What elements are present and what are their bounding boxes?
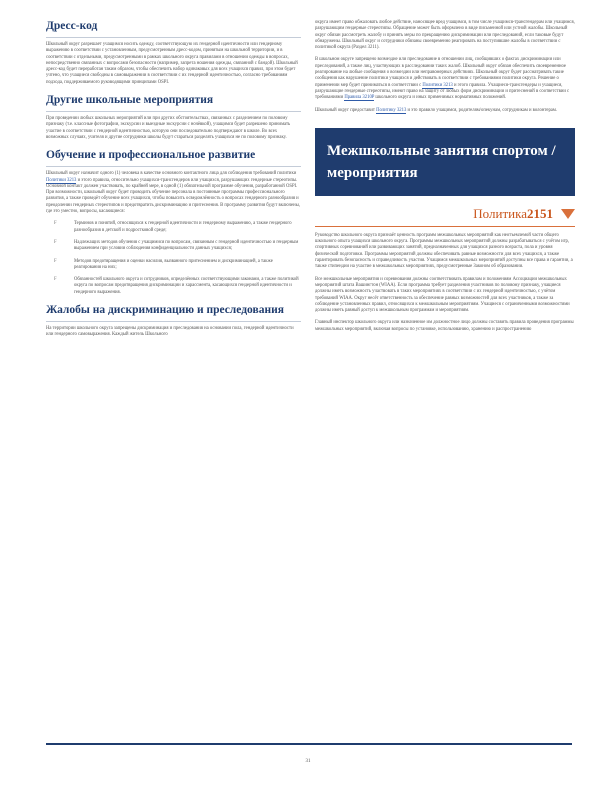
page-number: 31 — [305, 759, 311, 764]
bullet-icon: F — [54, 221, 57, 227]
policy-header — [315, 206, 575, 227]
training-heading: Обучение и профессиональное развитие — [46, 149, 301, 167]
complaints-text: На территории школьного округа запрещены дискриминация и преследования на основании пола, гендерной идентичности или гендерного самовыражения. Каждый житель Школьного — [46, 326, 294, 338]
policy-distribution-text: Школьный округ предоставит Политику 3213 и это правило учащимся, родителям/опекунам, сотрудникам и волонтерам. — [315, 107, 558, 113]
training-text-a: Школьный округ назначит одного (1) человека в качестве основного контактного лица для соблюдения требований политики — [46, 171, 297, 177]
bullet-icon: F — [54, 258, 57, 264]
section-banner — [315, 128, 575, 196]
list-item: F Надлежащих методов обучения с учащимися по вопросам, связанным с гендерной идентичностью и гендерным выражением при условии соблюдения конфиденциальности данных учащихся; — [54, 239, 299, 252]
bullet-icon: F — [54, 277, 57, 283]
sports-para-1: Руководство школьного округа признаёт ценность программ межшкольных мероприятий как неотъемлемой части общего школьного опыта учащихся школьного округа. Программы межшкольных мероприятий должны разрабатываться с учётом игр, спортивных соревнований или развивающих занятий, предназначенных для учащихся разного возраста, пола и уровня физической подготовки. Программы мероприятий должны обеспечивать равные возможности для всех учащихся, а также гарантировать безопасность и справедливость участия. Учащимся межшкольных мероприятий доступны все права и гарантии, а также стипендии на участие в межшкольных мероприятиях, предусмотренные Законом об образовании. — [315, 232, 573, 270]
events-heading: Другие школьные мероприятия — [46, 94, 301, 112]
list-item: F Методов предотвращения и оценки насилия, вызванного притеснением и дискриминацией, а также реагирования на них; — [54, 258, 273, 270]
sports-para-2: Все межшкольные мероприятия и соревнования должны соответствовать правилам и положениям Ассоциации межшкольных мероприятий штата Вашингтон (WIAA). Если программа требует разделения участников по половому признаку, учащиеся должны иметь возможность участвовать в таких мероприятиях в соответствии с их гендерной идентичностью, с учётом требований WIAA. Округ несёт ответственность за обеспечение равных возможностей для всех участников, а также за соблюдение установленных правил, относящихся к межшкольным мероприятиям. Учащиеся с ограниченными возможностями должны иметь равный доступ к межшкольным программам и мероприятиям. — [315, 276, 570, 314]
training-bullet-list — [46, 221, 301, 296]
policy-3213-link[interactable]: Политики 3213 — [46, 177, 77, 183]
training-section — [46, 149, 301, 296]
dress-code-text: Школьный округ разрешает учащимся носить одежду, соответствующую их гендерной идентичности или гендерному выражению в соответствии с установленным, предусмотренным дресс-кодом, принятым на школьной территории, и в соответствии с отдельными, предусмотренными в рамках школьного округа правилами в отношении одежды в вопросах, непосредственно связанных с вопросами безопасности (например, запрета ношения одежды, связанной с бандой). Школьный дресс-код будет переработан таким образом, чтобы обеспечить набор одинаковых для всех учащихся правил, при этом будет учтено, что учащиеся свободны в самовыражении в соответствии с их гендерной идентичностью, согласно требованиям подхода, поддерживаемого руководящими принципами OSPI. — [46, 42, 298, 85]
events-section — [46, 94, 301, 141]
left-column — [46, 20, 301, 347]
list-item: F Обязанностей школьного округа и сотрудников, определённых соответствующими законами, а также политикой округа по вопросам предотвращения дискриминации и харассмента, касающихся гендерной идентичности и гендерного выражения. — [54, 277, 299, 295]
policy-3213-link[interactable]: Политику 3213 — [376, 107, 407, 113]
retaliation-text: В школьном округе запрещено возмездие или преследование в отношении лиц, сообщивших о фактах дискриминации или преследований, а также лиц, участвующих в расследовании таких жалоб. Школьный округ обязан обеспечить своевременное реагирование на любые сообщения о возмездии или неправомерных действиях. Школьный округ будет рассматривать такие сообщения как нарушение политики учащихся и действовать в соответствии с требованиями политики округа. Решение о применении мер будет приниматься в соответствии с Политики 3213 и этого правила. Учащиеся-трансгендеры и учащиеся, разрушающие гендерные стереотипы, имеют право на защиту от любых форм дискриминации и притеснений в соответствии с требованиями Правила 3210P школьного округа и иных применимых нормативных положений. — [315, 57, 570, 101]
sports-para-3: Главный инспектор школьного округа или назначенное им должностное лицо должны составить правила проведения программы межшкольных мероприятий, включая вопросы по установке, использованию, хранению и распространению — [315, 320, 574, 332]
training-text-b: и этого правила, относительно учащихся-трансгендеров или учащихся, разрушающих гендерные стереотипы. Основной контакт должен участвовать, по крайней мере, в одной (1) обязательной программе обучения, разработанной OSPI. При возможности, школьный округ будет проводить обучение персонала в постоянные программы профессионального развития, а также проведёт обучение всех учащихся, чтобы повысить осведомлённость о вопросах гендерного разнообразия и преодолении гендерных стереотипов и предотвратить дискриминацию и притеснения. В программу развития будут включены, где это уместно, вопросы, касающиеся: — [46, 177, 300, 215]
bullet-icon: F — [54, 239, 57, 245]
policy-label: Политика2151 — [473, 205, 553, 221]
dress-code-heading: Дресс-код — [46, 20, 301, 38]
dress-code-section — [46, 20, 301, 86]
right-column — [315, 20, 575, 339]
banner-title: Межшкольные занятия спортом / мероприятия — [327, 142, 556, 181]
list-item: F Терминов и понятий, относящихся к гендерной идентичности и гендерному выражению, а также гендерного разнообразия в детской и подростковой среде; — [54, 221, 292, 233]
policy-3213-link[interactable]: Политики 3213 — [422, 82, 453, 88]
rule-3210p-link[interactable]: Правила 3210P — [344, 95, 375, 101]
complaints-continued-text: округа имеет право обжаловать любое действие, наносящее вред учащимся, в том числе учащимся-трансгендерам или учащимся, разрушающим гендерные стереотипы. Обращение может быть оформлено в виде письменной или устной жалобы. Школьный округ обязан рассмотреть жалобу и принять меры по прекращению дискриминации или преследований, если таковые будут обнаружены. Школьный округ и сотрудники обязаны своевременно реагировать на поступившие жалобы в соответствии с политикой округа (Раздел 3211). — [315, 20, 575, 51]
events-text: При проведении любых школьных мероприятий или при других обстоятельствах, связанных с разделением по половому признаку (т.е. классные фотографии, экскурсии и выездные экскурсии с ночёвкой), учащимся будет разрешено принимать участие в соответствии с гендерной идентичностью, которую они последовательно подтверждают в школе. Во всех возможных случаях, учителя и другие сотрудники школы будут стараться разделять учащихся не по половому признаку. — [46, 116, 291, 140]
footer-rule — [46, 743, 572, 745]
policy-number: 2151 — [527, 205, 553, 221]
complaints-section — [46, 304, 301, 339]
triangle-down-icon — [561, 209, 575, 219]
training-text — [46, 171, 301, 215]
complaints-heading: Жалобы на дискриминацию и преследования — [46, 304, 301, 322]
